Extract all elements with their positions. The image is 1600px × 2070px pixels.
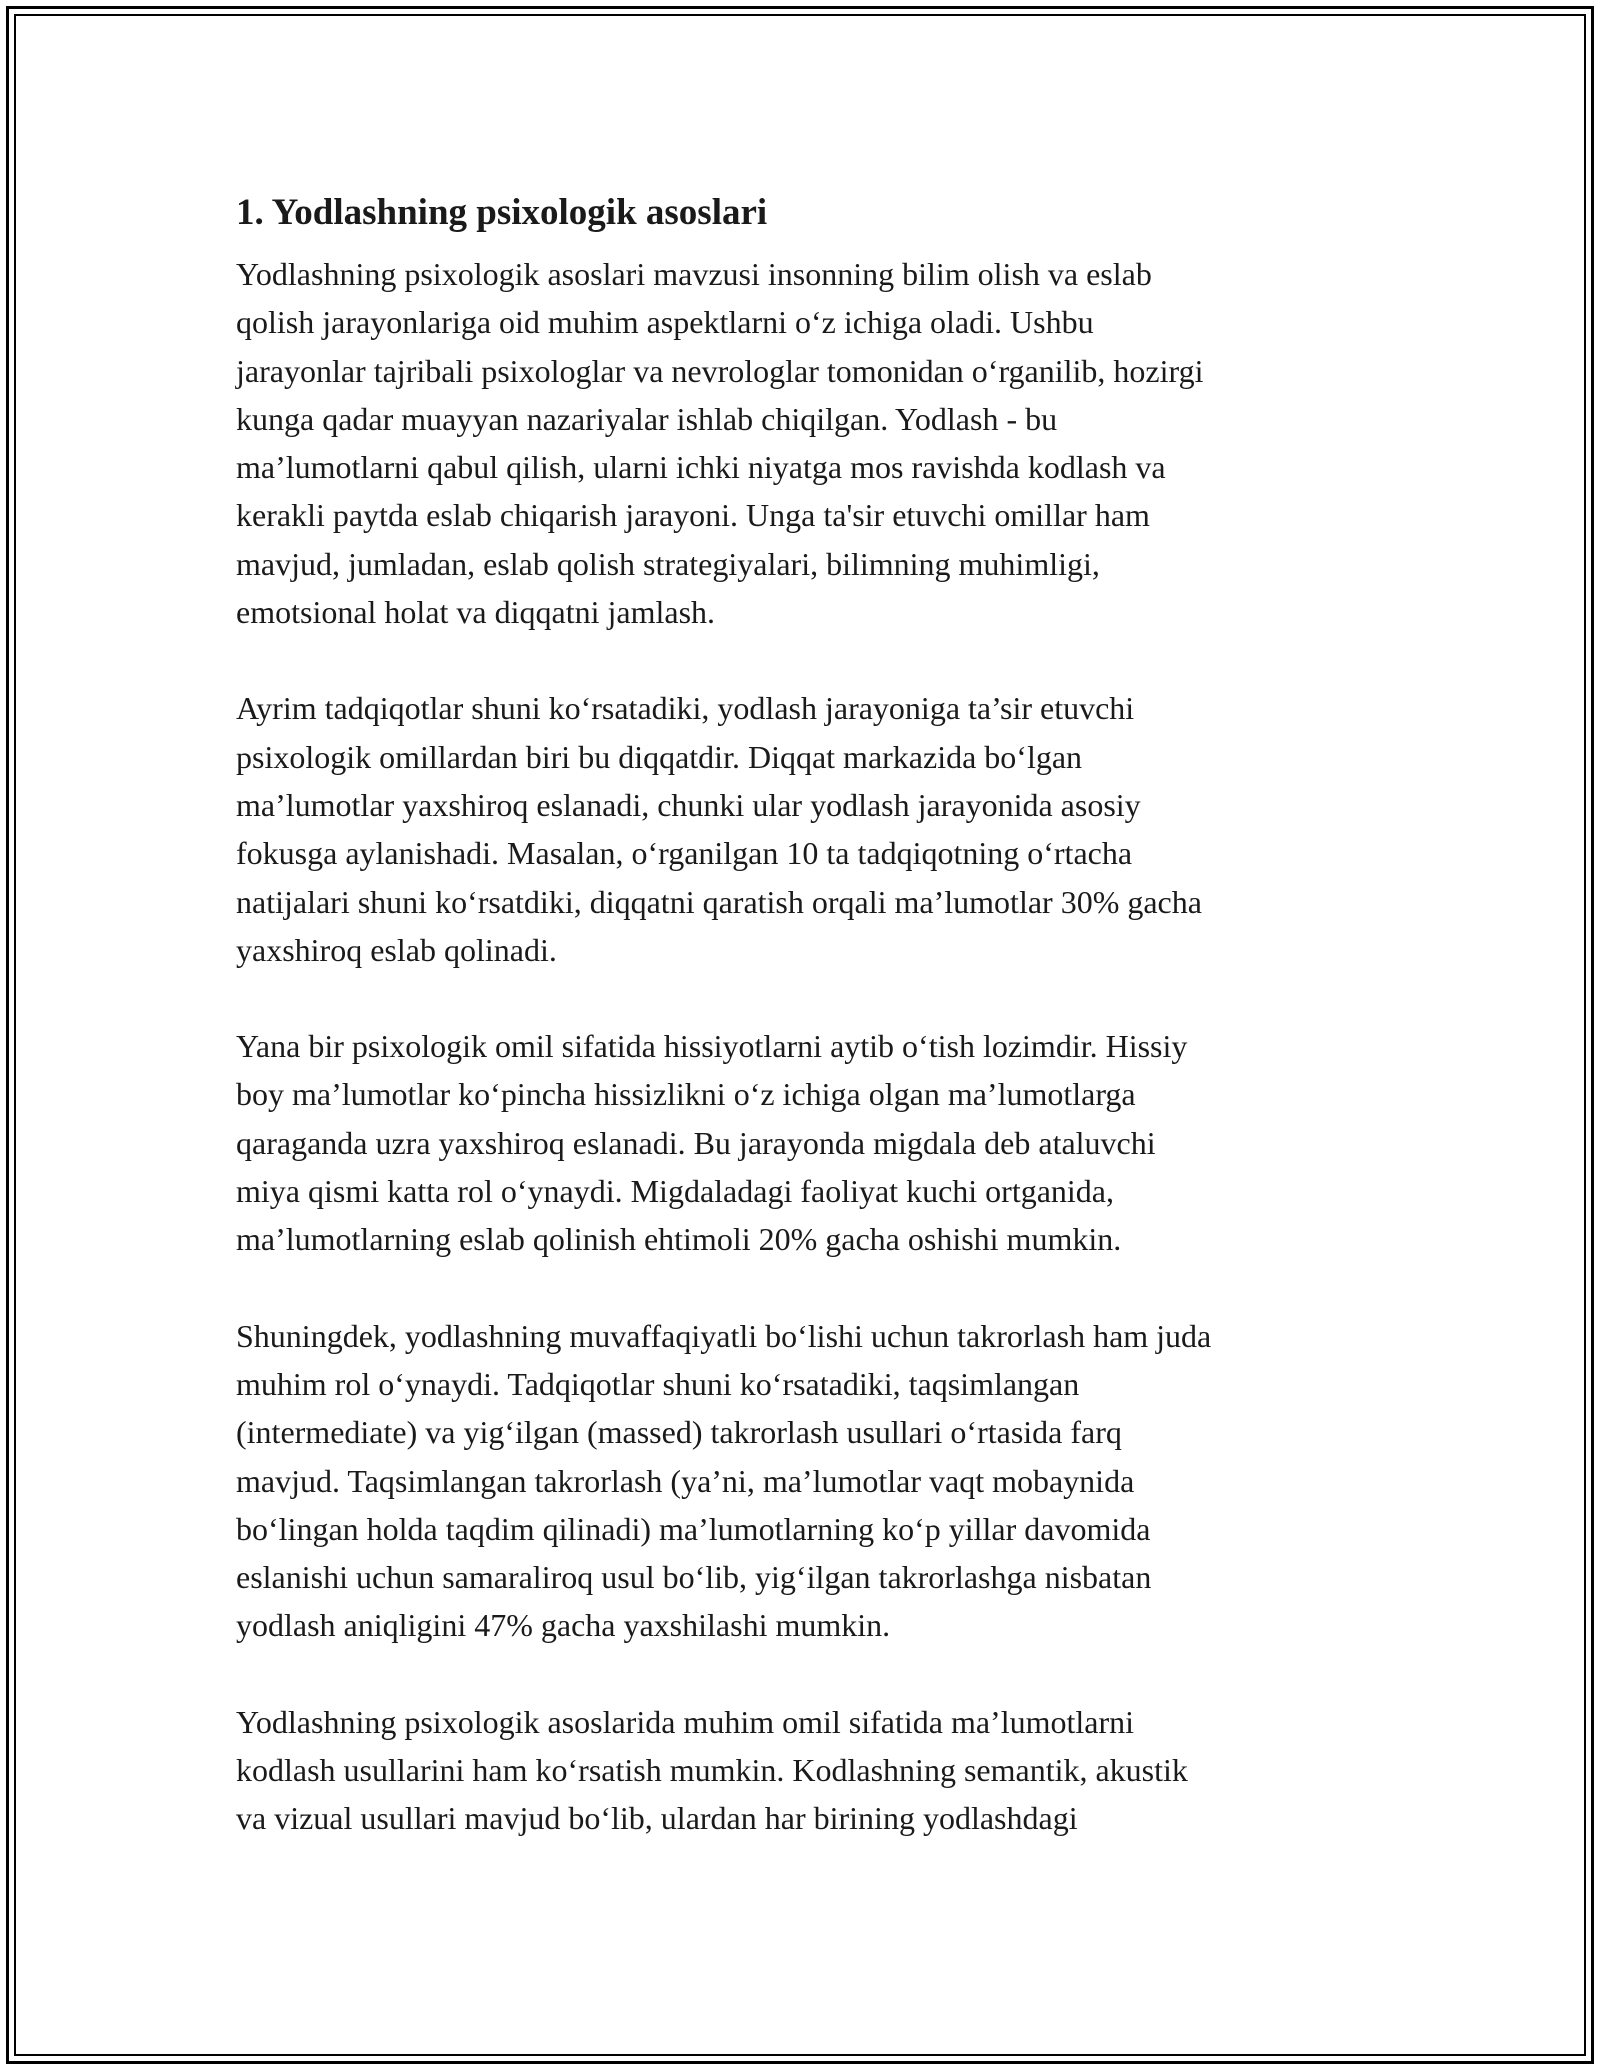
paragraph-attention-intro: Yodlashning psixologik asoslari mavzusi insonning bilim olish va eslab qolish jarayonlariga oid muhim aspektlarni o‘z ichiga oladi. Ushbu jarayonlar tajribali psixologlar va nevrologlar tomonidan o‘rganilib, hozirgi kunga qadar muayyan nazariyalar ishlab chiqilgan. Yodlash - bu ma’lumotlarni qabul qilish, ularni ichki niyatga mos ravishda kodlash va kerakli paytda eslab chiqarish jarayoni. Unga ta'sir etuvchi omillar ham mavjud, jumladan, eslab qolish strategiyalari, bilimning muhimligi, emotsional holat va diqqatni jamlash. [236,256,1204,631]
paragraph-attention: Ayrim tadqiqotlar shuni ko‘rsatadiki, yodlash jarayoniga ta’sir etuvchi psixologik omillardan biri bu diqqatdir. Diqqat markazida bo‘lgan ma’lumotlar yaxshiroq eslanadi, chunki ular yodlash jarayonida asosiy fokusga aylanishadi. Masalan, o‘rganilgan 10 ta tadqiqotning o‘rtacha natijalari shuni ko‘rsatdiki, diqqatni qaratish orqali ma’lumotlar 30% gacha yaxshiroq eslab qolinadi. [236,690,1202,968]
paragraph-repetition: Shuningdek, yodlashning muvaffaqiyatli bo‘lishi uchun takrorlash ham juda muhim rol o‘ynaydi. Tadqiqotlar shuni ko‘rsatadiki, taqsimlangan (intermediate) va yig‘ilgan (massed) takrorlash usullari o‘rtasida farq mavjud. Taqsimlangan takrorlash (ya’ni, ma’lumotlar vaqt mobaynida bo‘lingan holda taqdim qilinadi) ma’lumotlarning ko‘p yillar davomida eslanishi uchun samaraliroq usul bo‘lib, yig‘ilgan takrorlashga nisbatan yodlash aniqligini 47% gacha yaxshilashi mumkin. [236,1317,1212,1644]
paragraph-emotions: Yana bir psixologik omil sifatida hissiyotlarni aytib o‘tish lozimdir. Hissiy boy ma’lumotlar ko‘pincha hissizlikni o‘z ichiga olgan ma’lumotlarga qaraganda uzra yaxshiroq eslanadi. Bu jarayonda migdala deb ataluvchi miya qismi katta rol o‘ynaydi. Migdaladagi faoliyat kuchi ortganida, ma’lumotlarning eslab qolinish ehtimoli 20% gacha oshishi mumkin. [236,1028,1188,1258]
section-heading: 1. Yodlashning psixologik asoslari [236,192,768,233]
paragraph-encoding: Yodlashning psixologik asoslarida muhim omil sifatida ma’lumotlarni kodlash usullarini ham ko‘rsatish mumkin. Kodlashning semantik, akustik va vizual usullari mavjud bo‘lib, ulardan har birining yodlashdagi [236,1703,1188,1837]
document-content [236,180,1364,1891]
